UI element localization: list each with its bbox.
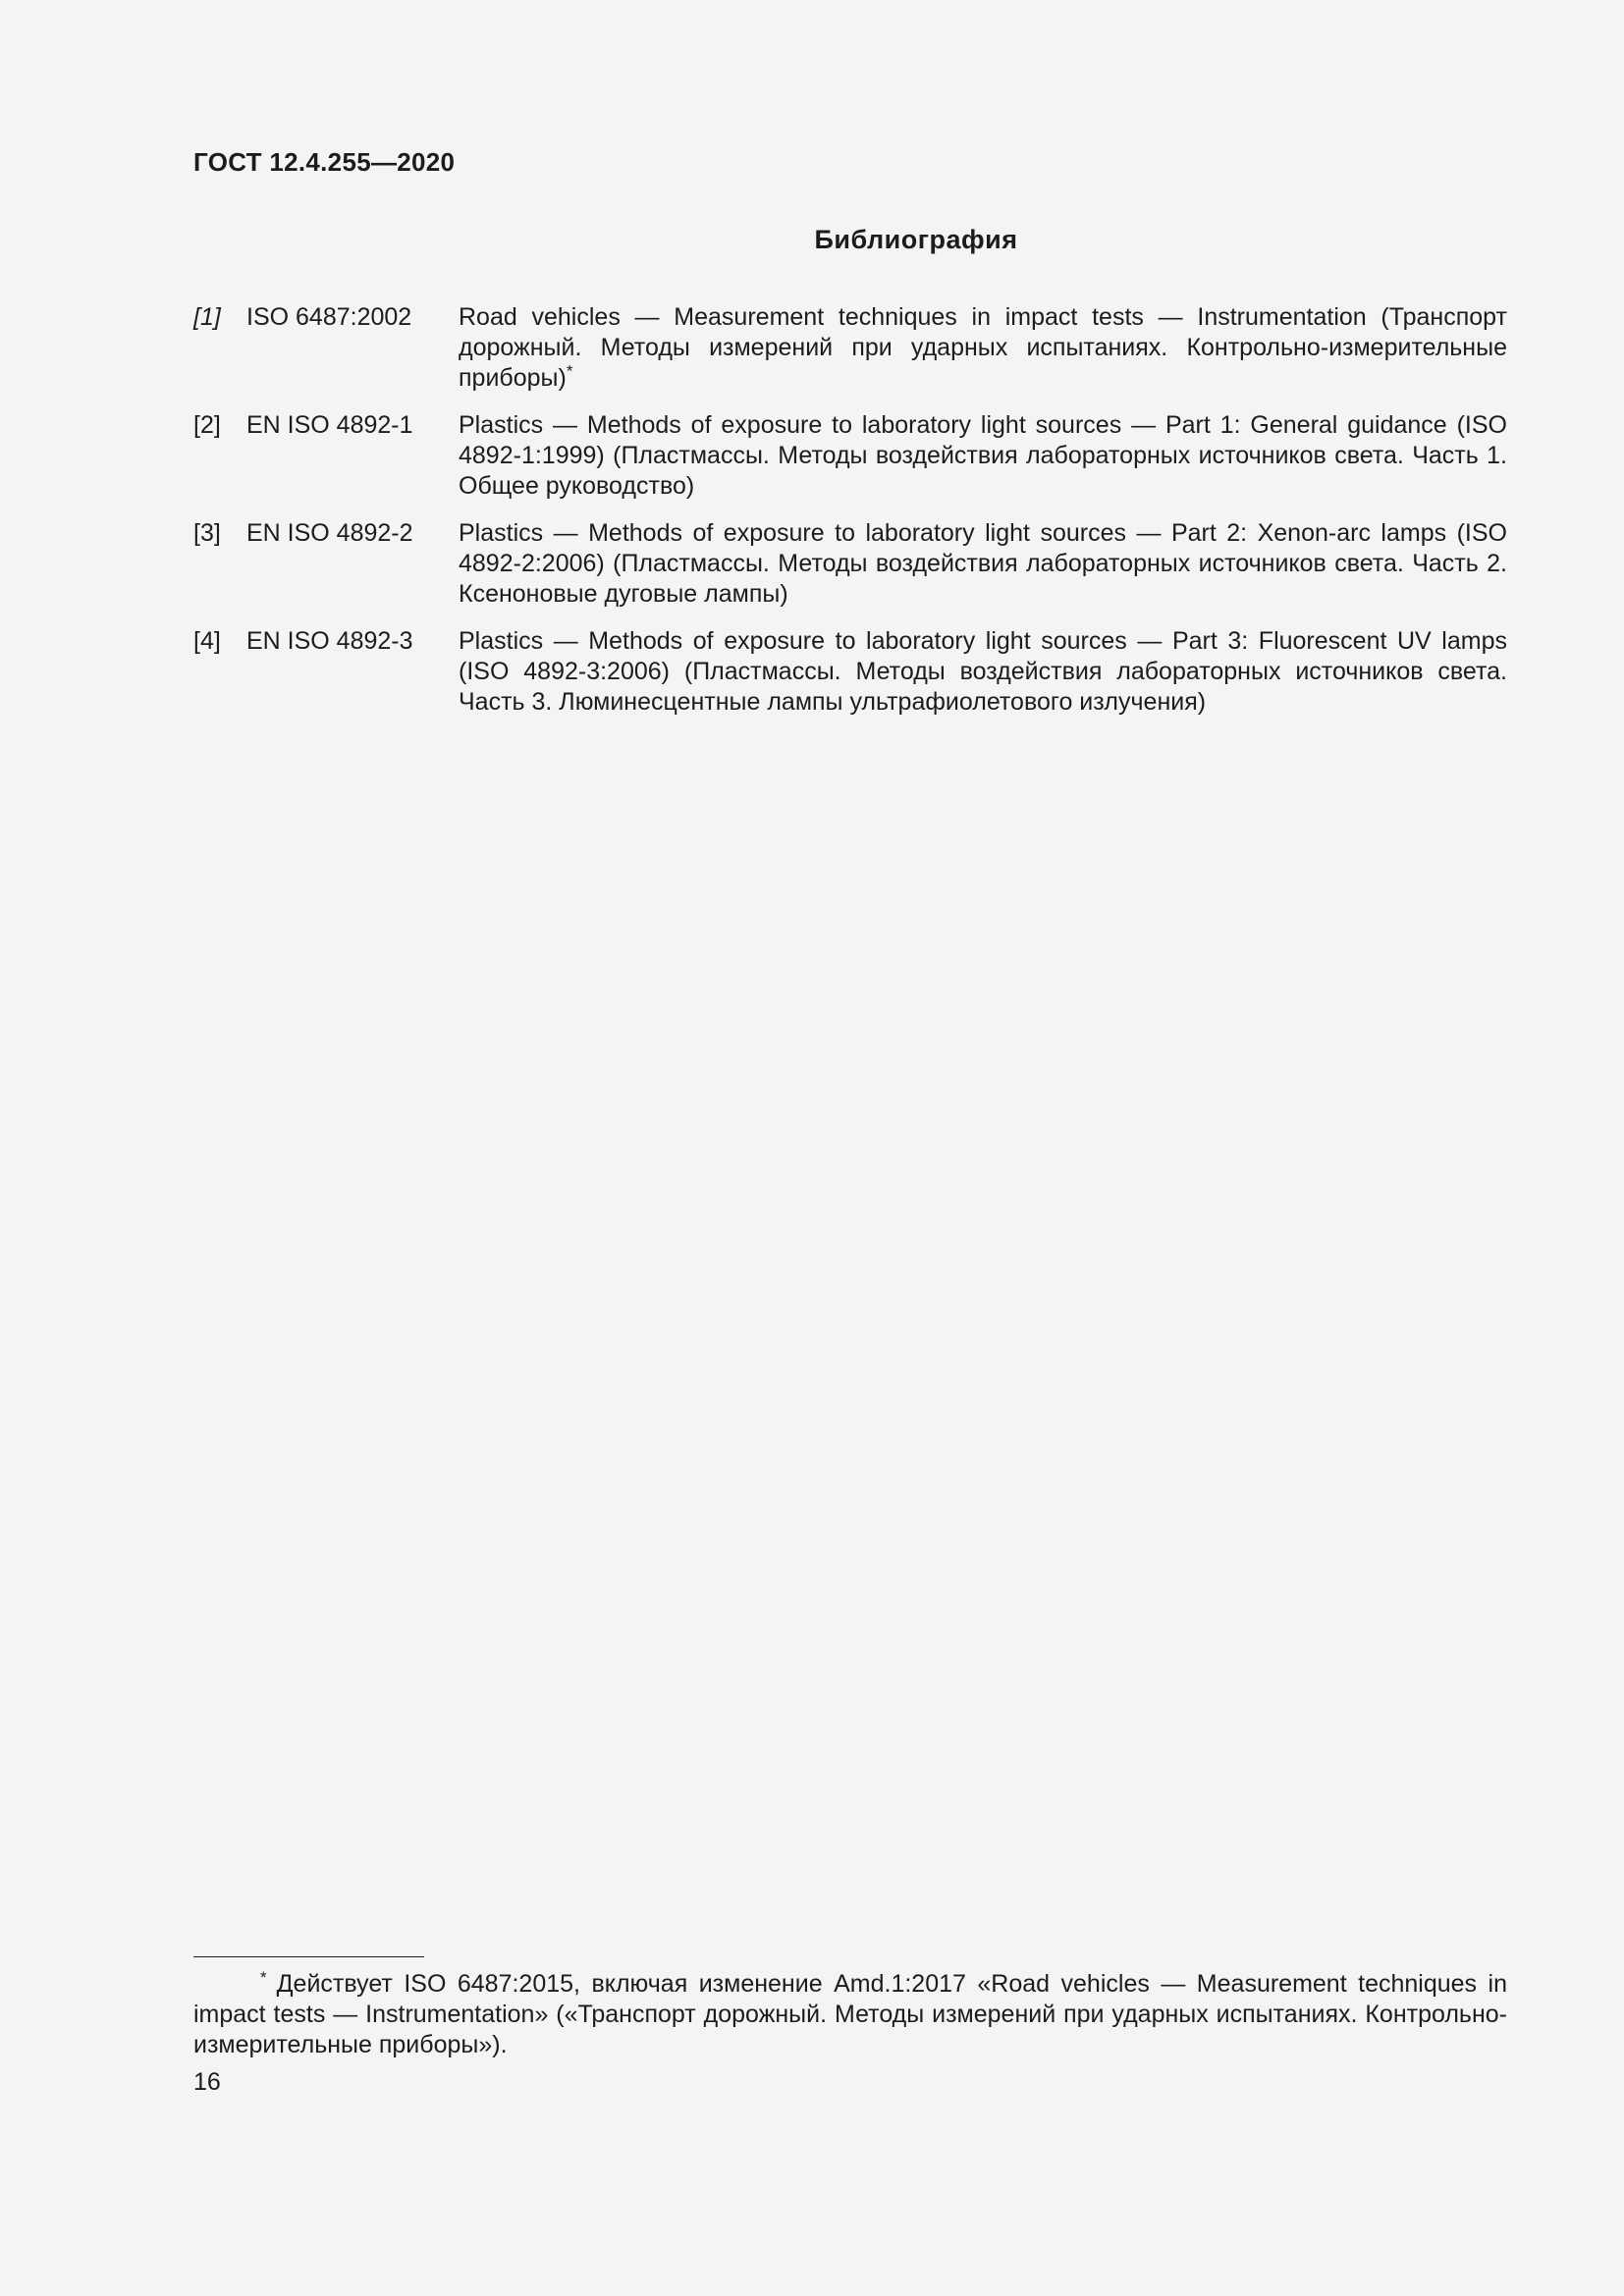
entry-code: EN ISO 4892-2 — [246, 519, 413, 547]
entry-number: [1] — [193, 303, 221, 331]
section-title: Библиография — [814, 225, 1018, 254]
entry-code: ISO 6487:2002 — [246, 303, 412, 331]
entry-number: [4] — [193, 627, 221, 655]
entry-description — [459, 302, 1507, 394]
footnote-text: Действует ISO 6487:2015, включая изменение Amd.1:2017 «Road vehicles — Measurement techniques in impact tests — Instrumentation» («Транспорт дорожный. Методы измерений при ударных испытаниях. Контрольно-измерительные приборы»). — [193, 1970, 1507, 2058]
document-id: ГОСТ 12.4.255—2020 — [193, 147, 456, 177]
entry-code: EN ISO 4892-1 — [246, 411, 413, 439]
entry-code: EN ISO 4892-3 — [246, 627, 413, 655]
entry-number: [3] — [193, 519, 221, 547]
entry-description: Plastics — Methods of exposure to laboratory light sources — Part 1: General guidance (ISO 4892-1:1999) (Пластмассы. Методы воздействия лабораторных источников света. Часть 1. Общее руководство) — [459, 411, 1507, 500]
bibliography-entry — [193, 626, 1507, 718]
bibliography-entry — [193, 302, 1507, 394]
bibliography-list — [193, 302, 1507, 734]
entry-text: Road vehicles — Measurement techniques in impact tests — Instrumentation (Транспорт дорожный. Методы измерений при ударных испытаниях. Контрольно-измерительные приборы) — [459, 303, 1507, 392]
entry-description: Plastics — Methods of exposure to laboratory light sources — Part 3: Fluorescent UV lamps (ISO 4892-3:2006) (Пластмассы. Методы воздействия лабораторных источников света. Часть 3. Люминесцентные лампы ультрафиолетового излучения) — [459, 627, 1507, 716]
footnote — [193, 1969, 1507, 2060]
entry-description: Plastics — Methods of exposure to laboratory light sources — Part 2: Xenon-arc lamps (ISO 4892-2:2006) (Пластмассы. Методы воздействия лабораторных источников света. Часть 2. Ксеноновые дуговые лампы) — [459, 519, 1507, 608]
footnote-mark: * — [260, 1967, 267, 1987]
footnote-divider — [193, 1956, 424, 1957]
bibliography-entry — [193, 410, 1507, 502]
footnote-reference: * — [566, 361, 573, 381]
entry-number: [2] — [193, 411, 221, 439]
page-number: 16 — [193, 2068, 221, 2096]
bibliography-entry — [193, 518, 1507, 610]
